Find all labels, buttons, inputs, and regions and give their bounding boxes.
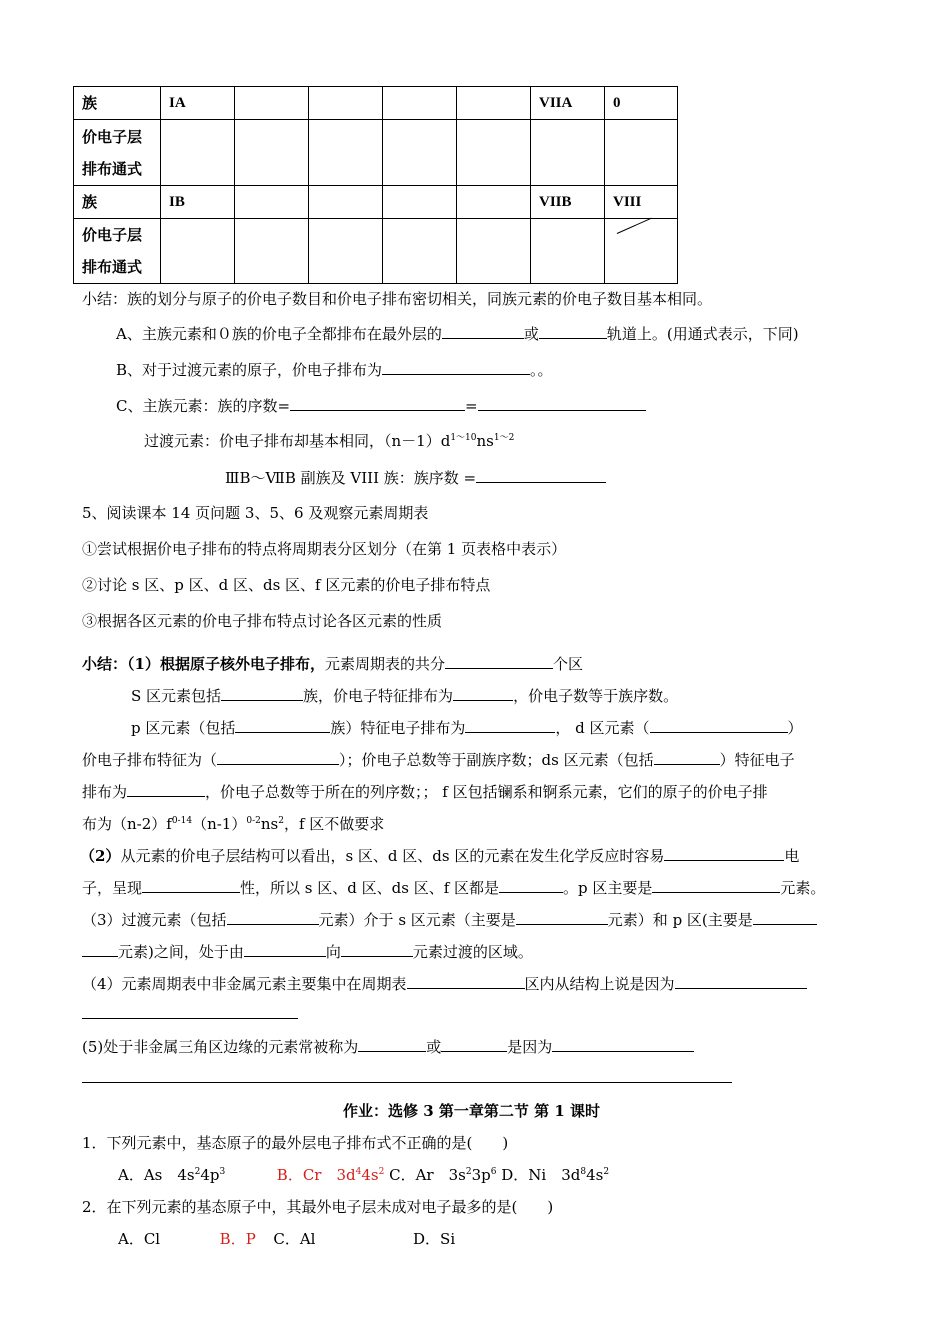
table-cell: 族 — [74, 87, 161, 120]
summary2-line-3: p 区元素（包括 族）特征电子排布为 ， d 区元素（ ） — [131, 719, 803, 737]
section5-item-2: ②讨论 s 区、p 区、d 区、ds 区、f 区元素的价电子排布特点 — [82, 576, 491, 594]
option-c: C．Al — [273, 1230, 316, 1248]
summary2-para-2-line-1: （2）从元素的价电子层结构可以看出，s 区、d 区、ds 区的元素在发生化学反应时容易 电 — [80, 847, 800, 865]
table-row — [74, 120, 751, 186]
table-cell: VIIB — [531, 186, 605, 219]
summary2-para-5-blank — [82, 1068, 732, 1087]
question-1-options — [118, 1164, 609, 1185]
diagonal-slash — [617, 218, 652, 234]
table-cell: IB — [161, 186, 235, 219]
summary2-line-1: 小结：（1）根据原子核外电子排布，元素周期表的共分 个区 — [82, 655, 583, 673]
table-cell: 价电子层 — [82, 127, 143, 146]
section5-item-1: ①尝试根据价电子排布的特点将周期表分区划分（在第 1 页表格中表示） — [82, 540, 567, 558]
summary2-line-6: 布为$(n-2)f^{0-14}(n-1)^{0-2}ns^2$，f 区不做要求 — [82, 815, 385, 833]
summary2-para-4: （4）元素周期表中非金属元素主要集中在周期表 区内从结构上说是因为 — [82, 973, 807, 994]
summary-line-b: B、对于过渡元素的原子，价电子排布为 。。 — [116, 361, 553, 379]
option-a: A．As $4s^24p^3$ — [118, 1166, 226, 1184]
table-cell: 价电子层 — [82, 226, 143, 244]
summary2-para-4-blank — [82, 1004, 298, 1023]
homework-title: 作业：选修 3 第一章第二节 第 1 课时 — [343, 1102, 600, 1120]
summary2-para-2-line-2: 子，呈现 性，所以 s 区、d 区、ds 区、f 区都是 。p 区主要是 元素。 — [82, 879, 826, 897]
summary-intro: 小结：族的划分与原子的价电子数目和价电子排布密切相关，同族元素的价电子数目基本相同。 — [82, 290, 713, 308]
summary-line-c: C、主族元素：族的序数= = — [116, 395, 646, 416]
section5-item-3: ③根据各区元素的价电子排布特点讨论各区元素的性质 — [82, 612, 443, 630]
summary2-line-4: 价电子排布特征为（ ）；价电子总数等于副族序数；ds 区元素（包括 ）特征电子 — [82, 751, 795, 769]
table-cell: VIIA — [531, 87, 605, 120]
option-a: A．Cl — [118, 1230, 161, 1248]
summary2-line-2: S 区元素包括 族，价电子特征排布为 ，价电子数等于族序数。 — [131, 687, 679, 705]
table-row — [74, 87, 751, 120]
table-cell: IA — [161, 87, 235, 120]
table-cell: 排布通式 — [82, 258, 143, 276]
summary-line-d: 过渡元素：价电子排布却基本相同，$(n-1)d^{1\sim 10}ns^{1\sim 2}$ — [144, 432, 515, 450]
summary2-para-3-line-2: 元素)之间，处于由 向 元素过渡的区域。 — [82, 941, 533, 962]
summary-line-e: ⅢB～ⅦB 副族及 VIII 族：族序数 = — [225, 467, 606, 488]
option-d: D．Si — [413, 1230, 456, 1248]
section5-title: 5、阅读课本 14 页问题 3、5、6 及观察元素周期表 — [82, 504, 429, 522]
table-cell: VIII — [605, 186, 678, 219]
summary-line-a: A、主族元素和０族的价电子全都排布在最外层的 或 轨道上。(用通式表示，下同) — [116, 325, 799, 343]
group-table — [73, 86, 751, 284]
table-row — [74, 219, 751, 284]
option-c: C．Ar $3s^23p^6$ — [389, 1166, 497, 1184]
summary2-line-5: 排布为 ，价电子总数等于所在的列序数；； f 区包括镧系和锕系元素，它们的原子的价电子排 — [82, 783, 768, 801]
table-row — [74, 186, 751, 219]
table-cell: 0 — [605, 87, 678, 120]
question-2: 2．在下列元素的基态原子中，其最外电子层未成对电子最多的是( ) — [82, 1198, 554, 1216]
question-2-options — [118, 1228, 455, 1249]
option-b-answer: B．P — [219, 1230, 256, 1248]
summary2-para-3-line-1: （3）过渡元素（包括 元素）介于 s 区元素（主要是 元素）和 p 区(主要是 — [82, 909, 817, 930]
option-d: D．Ni $3d^84s^2$ — [501, 1166, 610, 1184]
table-cell: 族 — [74, 186, 161, 219]
table-cell: 排布通式 — [82, 159, 143, 178]
option-b-answer: B．Cr $3d^44s^2$ — [276, 1166, 385, 1184]
question-1: 1．下列元素中，基态原子的最外层电子排布式不正确的是( ) — [82, 1134, 509, 1152]
summary2-para-5: (5)处于非金属三角区边缘的元素常被称为 或 是因为 — [82, 1036, 694, 1057]
